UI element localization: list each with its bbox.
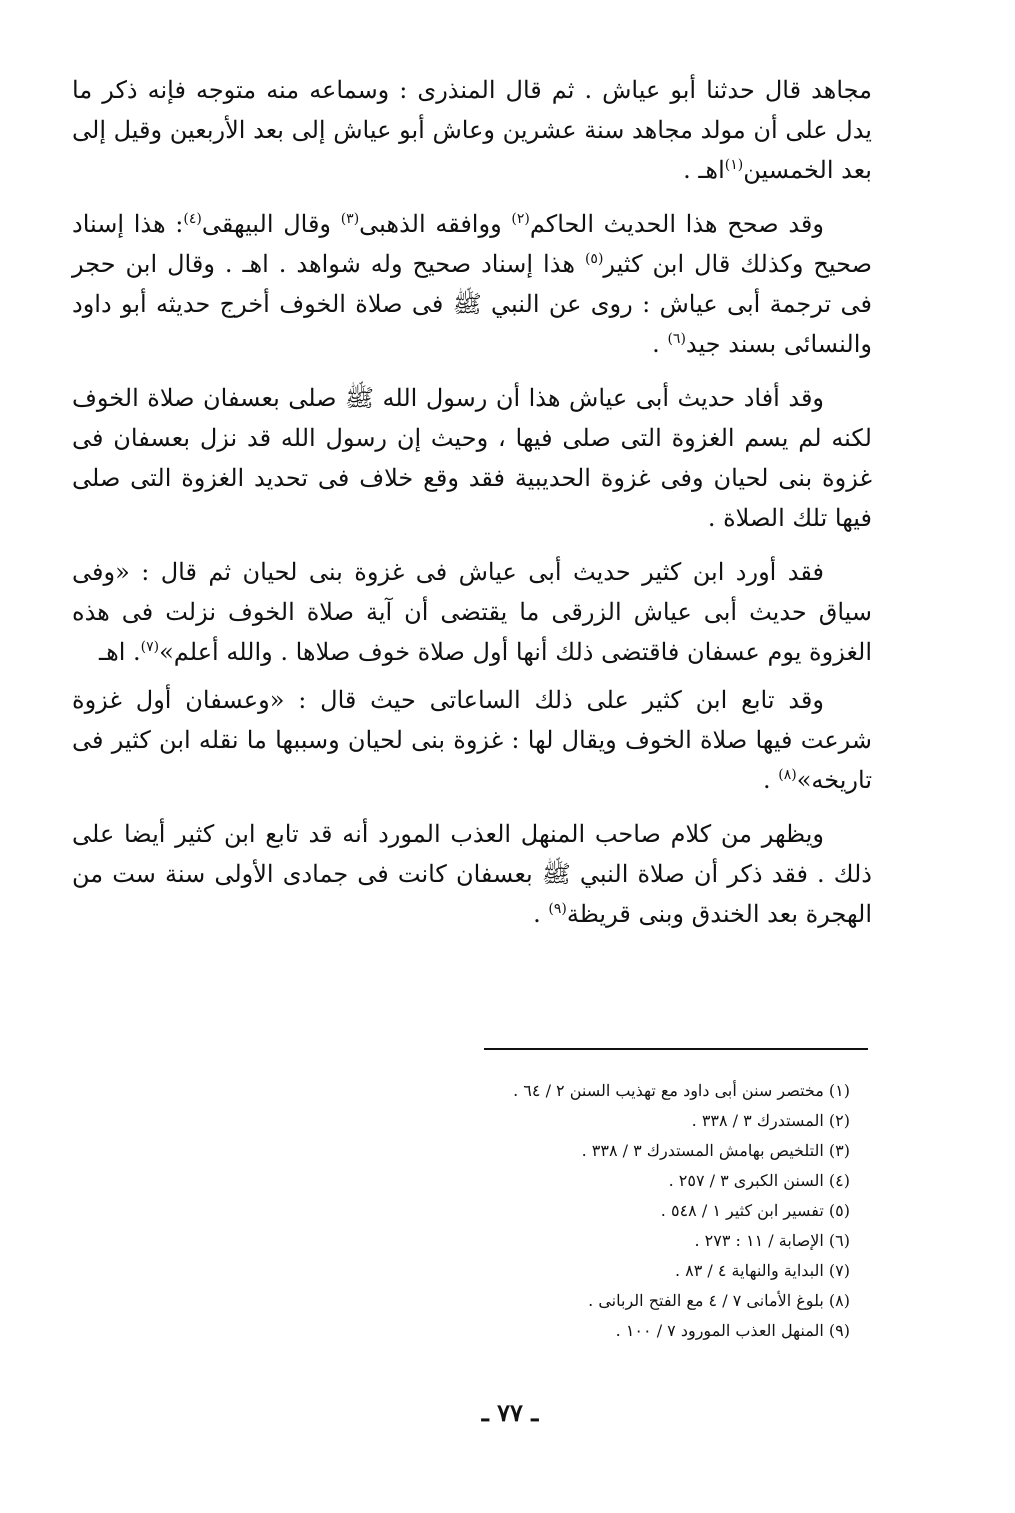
footnote-item: (١) مختصر سنن أبى داود مع تهذيب السنن ٢ / ٦٤ . (513, 1081, 850, 1100)
footnote-item: (٧) البداية والنهاية ٤ / ٨٣ . (674, 1261, 850, 1280)
paragraph-6 (72, 814, 872, 934)
footnotes-list (380, 1076, 850, 1346)
paragraph-4 (72, 552, 872, 672)
footnote-marker: (٩) (548, 901, 567, 917)
paragraph-1 (72, 70, 872, 190)
text-run: وقد أفاد حديث أبى عياش هذا أن رسول الله ﷺ صلى بعسفان صلاة الخوف لكنه لم يسم الغزوة التى صلى فيها ، وحيث إن رسول الله قد نزل بعسفان فى غزوة بنى لحيان وفى غزوة الحديبية فقد وقع خلاف فى تحديد الغزوة التى صلى فيها تلك الصلاة . (72, 384, 872, 532)
text-run: ووافقه الذهبى (359, 210, 512, 238)
main-text (72, 70, 872, 934)
text-run: . (533, 900, 549, 928)
footnote-marker: (٧) (140, 639, 160, 655)
paragraph-3 (72, 378, 872, 538)
footnote-item: (٩) المنهل العذب المورود ٧ / ١٠٠ . (615, 1321, 850, 1340)
footnote-item: (٢) المستدرك ٣ / ٣٣٨ . (691, 1111, 850, 1130)
footnote-item: (٦) الإصابة / ١١ : ٢٧٣ . (694, 1231, 850, 1250)
footnote-item: (٤) السنن الكبرى ٣ / ٢٥٧ . (668, 1171, 850, 1190)
text-run: فقد أورد ابن كثير حديث أبى عياش فى غزوة بنى لحيان ثم قال : «وفى سياق حديث أبى عياش الزرقى ما يقتضى أن آية صلاة الخوف نزلت فى هذه الغزوة يوم عسفان فاقتضى ذلك أنها أول صلاة خوف صلاها . والله أعلم» (72, 558, 872, 666)
footnote-item: (٥) تفسير ابن كثير ١ / ٥٤٨ . (660, 1201, 850, 1220)
footnote-marker: (٢) (511, 211, 530, 227)
text-run: اهـ . (683, 156, 725, 184)
footnote-marker: (١) (724, 157, 744, 173)
text-run: وقد صحح هذا الحديث الحاكم (529, 210, 824, 238)
footnote-item: (٣) التلخيص بهامش المستدرك ٣ / ٣٣٨ . (581, 1141, 850, 1160)
footnote-item: (٨) بلوغ الأمانى ٧ / ٤ مع الفتح الربانى . (588, 1291, 850, 1310)
footnote-marker: (٤) (183, 211, 202, 227)
text-run: . (762, 766, 779, 794)
text-run: وقد تابع ابن كثير على ذلك الساعاتى حيث قال : «وعسفان أول غزوة شرعت فيها صلاة الخوف ويقال لها : غزوة بنى لحيان وسببها ما نقله ابن كثير فى تاريخه» (72, 686, 872, 794)
text-run: وقال البيهقى (201, 210, 341, 238)
text-run: . (652, 330, 668, 358)
paragraph-2 (72, 204, 872, 364)
footnote-marker: (٨) (778, 767, 797, 783)
footnote-separator (484, 1048, 868, 1050)
footnote-marker: (٣) (340, 211, 360, 227)
footnote-marker: (٥) (584, 251, 604, 267)
text-run: هذا إسناد صحيح وله شواهد . اهـ . وقال ابن حجر فى ترجمة أبى عياش : روى عن النبي ﷺ فى صلاة الخوف أخرج حديثه أبو داود والنسائى بسند جيد (72, 250, 872, 358)
text-run: . اهـ (99, 638, 141, 666)
text-run: ويظهر من كلام صاحب المنهل العذب المورد أنه قد تابع ابن كثير أيضا على ذلك . فقد ذكر أن صلاة النبي ﷺ بعسفان كانت فى جمادى الأولى سنة ست من الهجرة بعد الخندق وبنى قريظة (72, 820, 872, 928)
paragraph-5 (72, 680, 872, 800)
text-run: : هذا إسناد صحيح وكذلك قال ابن كثير (72, 210, 873, 278)
footnote-marker: (٦) (667, 331, 686, 347)
page-number: ـ ٧٧ ـ (481, 1398, 539, 1427)
text-run: مجاهد قال حدثنا أبو عياش . ثم قال المنذرى : وسماعه منه متوجه فإنه ذكر ما يدل على أن مولد مجاهد سنة عشرين وعاش أبو عياش إلى بعد الأربعين وقيل إلى بعد الخمسين (72, 76, 872, 184)
